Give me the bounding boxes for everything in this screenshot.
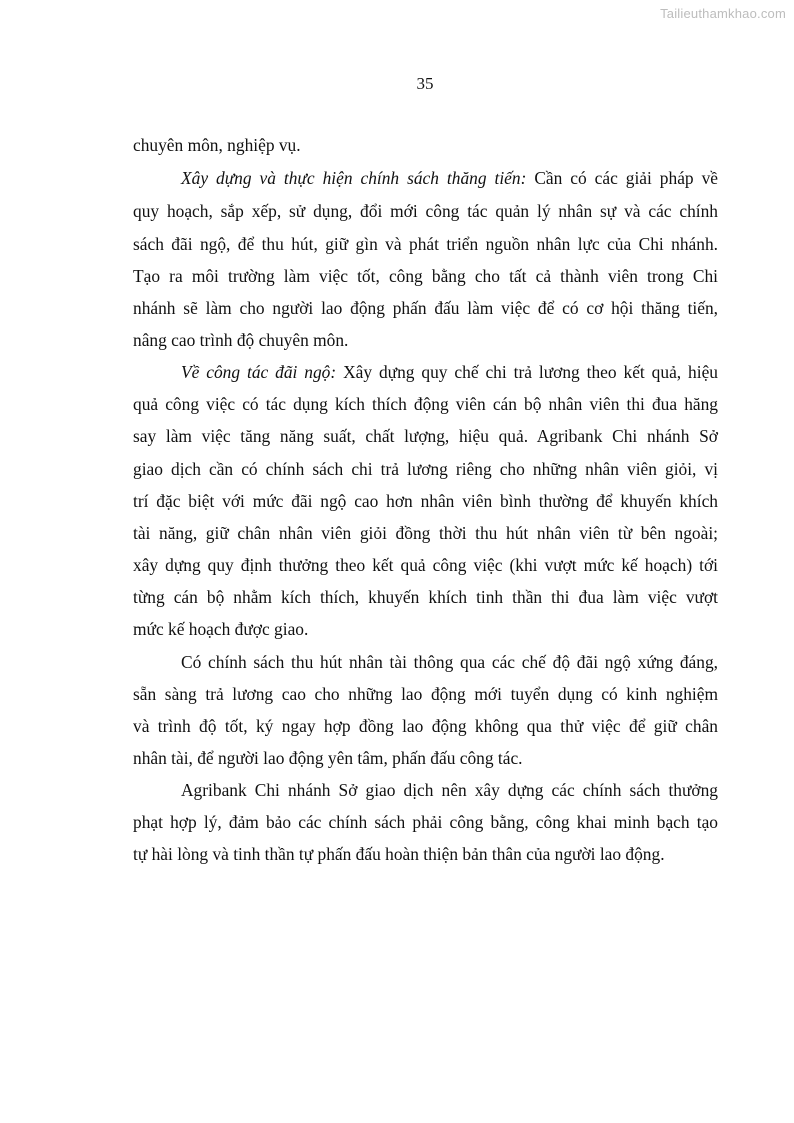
paragraph-line: xây dựng quy định thưởng theo kết quả công việc (khi vượt mức kế hoạch) tới (133, 555, 718, 575)
paragraph-line: giao dịch cần có chính sách chi trả lương riêng cho những nhân viên giỏi, vị (133, 459, 718, 479)
paragraph-line (181, 361, 718, 385)
line-text: Cần có các giải pháp về (526, 168, 718, 188)
paragraph-line: sách đãi ngộ, để thu hút, giữ gìn và phát triển nguồn nhân lực của Chi nhánh. (133, 234, 718, 254)
paragraph-line: Có chính sách thu hút nhân tài thông qua các chế độ đãi ngộ xứng đáng, (181, 652, 718, 672)
paragraph-line: tài năng, giữ chân nhân viên giỏi đồng thời thu hút nhân viên từ bên ngoài; (133, 523, 718, 543)
paragraph-line: mức kế hoạch được giao. (133, 619, 309, 639)
italic-heading: Xây dựng và thực hiện chính sách thăng tiến: (181, 168, 527, 188)
paragraph-line: Tạo ra môi trường làm việc tốt, công bằng cho tất cả thành viên trong Chi (133, 266, 718, 286)
paragraph-line: quy hoạch, sắp xếp, sử dụng, đổi mới công tác quản lý nhân sự và các chính (133, 201, 718, 221)
paragraph-line: tự hài lòng và tinh thần tự phấn đấu hoàn thiện bản thân của người lao động. (133, 844, 665, 864)
paragraph-line: Agribank Chi nhánh Sở giao dịch nên xây dựng các chính sách thưởng (181, 780, 718, 800)
paragraph-line: phạt hợp lý, đảm bảo các chính sách phải công bằng, công khai minh bạch tạo (133, 812, 718, 832)
paragraph-line (181, 167, 718, 191)
paragraph-line: nâng cao trình độ chuyên môn. (133, 330, 349, 350)
paragraph-line: trí đặc biệt với mức đãi ngộ cao hơn nhân viên bình thường để khuyến khích (133, 491, 718, 511)
watermark-text: Tailieuthamkhao.com (660, 6, 786, 21)
italic-heading: Về công tác đãi ngộ: (181, 362, 337, 382)
paragraph-line: quả công việc có tác dụng kích thích động viên cán bộ nhân viên thi đua hăng (133, 394, 718, 414)
paragraph-line: nhánh sẽ làm cho người lao động phấn đấu làm việc để có cơ hội thăng tiến, (133, 298, 718, 318)
paragraph-line: nhân tài, để người lao động yên tâm, phấn đấu công tác. (133, 748, 523, 768)
paragraph-line: sẵn sàng trả lương cao cho những lao động mới tuyển dụng có kinh nghiệm (133, 684, 718, 704)
paragraph-line: chuyên môn, nghiệp vụ. (133, 135, 301, 155)
paragraph-line: và trình độ tốt, ký ngay hợp đồng lao động không qua thử việc để giữ chân (133, 716, 718, 736)
page-number: 35 (416, 74, 434, 93)
paragraph-line: say làm việc tăng năng suất, chất lượng, hiệu quả. Agribank Chi nhánh Sở (133, 426, 718, 446)
paragraph-line: từng cán bộ nhằm kích thích, khuyến khích tinh thần thi đua làm việc vượt (133, 587, 718, 607)
line-text: Xây dựng quy chế chi trả lương theo kết quả, hiệu (336, 362, 718, 382)
